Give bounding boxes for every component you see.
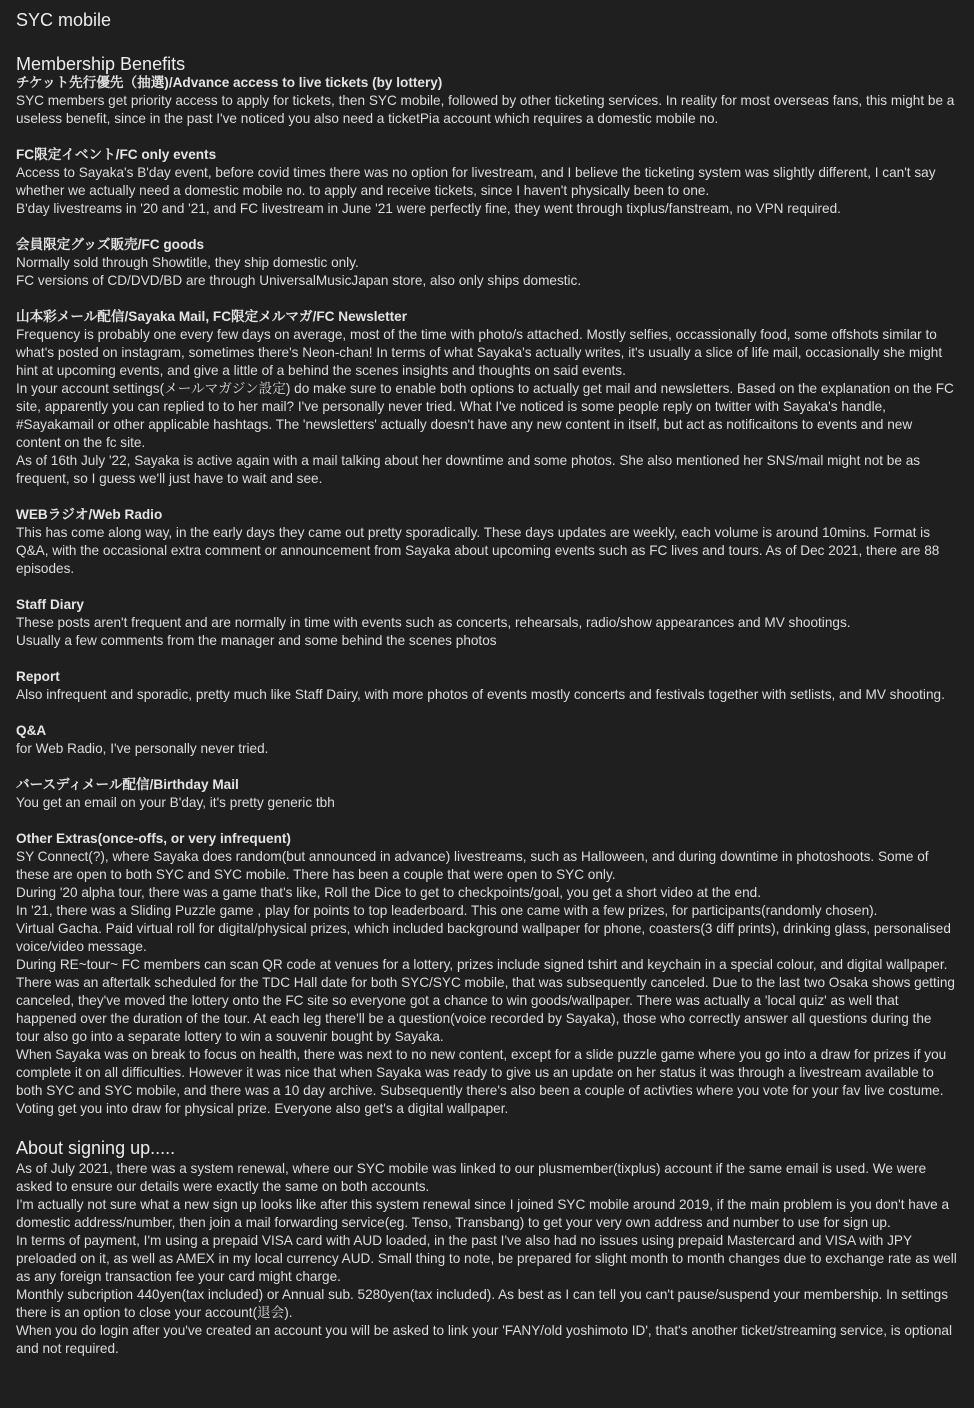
benefit-paragraph: When Sayaka was on break to focus on health, there was next to no new content, except for a slide puzzle game where you go into a draw for prizes if you complete it on all difficulties. However it was nice that when Sayaka was ready to give us an update on her status it was through a livestream available to both SYC and SYC mobile, and there was a 10 day archive. Subsequently there's also been a couple of activties where you vote for your fav live costume. Voting get you into draw for physical prize. Everyone also get's a digital wallpaper. — [16, 1047, 947, 1116]
benefit-report — [16, 668, 958, 704]
membership-sections — [16, 74, 958, 1118]
benefit-heading: WEBラジオ/Web Radio — [16, 507, 163, 522]
benefit-heading: チケット先行優先（抽選)/Advance access to live tickets (by lottery) — [16, 75, 443, 90]
benefit-paragraph: Also infrequent and sporadic, pretty much like Staff Dairy, with more photos of events mostly concerts and festivals together with setlists, and MV shooting. — [16, 687, 945, 702]
benefit-heading: Report — [16, 669, 60, 684]
benefit-heading: バースディメール配信/Birthday Mail — [16, 777, 239, 792]
benefit-paragraph: During RE~tour~ FC members can scan QR code at venues for a lottery, prizes include signed tshirt and keychain in a special colour, and digital wallpaper. There was an aftertalk scheduled for the TDC Hall date for both SYC/SYC mobile, that was subsequently canceled. Due to the last two Osaka shows getting canceled, they've moved the lottery onto the FC site so everyone got a chance to win goods/wallpaper. There was actually a 'local quiz' as well that happened over the duration of the tour. At each leg there'll be a question(voice recorded by Sayaka), those who correctly answer all questions during the tour also go into a separate lottery to win a souvenir bought by Sayaka. — [16, 957, 955, 1044]
membership-benefits-heading: Membership Benefits — [16, 54, 186, 74]
benefit-paragraph: During '20 alpha tour, there was a game that's like, Roll the Dice to get to checkpoints/goal, you get a short video at the end. — [16, 885, 761, 900]
benefit-paragraph: As of 16th July '22, Sayaka is active again with a mail talking about her downtime and some photos. She also mentioned her SNS/mail might not be as frequent, so I guess we'll just have to wait and see. — [16, 453, 921, 486]
about-paragraph: When you do login after you've created an account you will be asked to link your 'FANY/old yoshimoto ID', that's another ticket/streaming service, is optional and not required. — [16, 1323, 952, 1356]
about-paragraph: As of July 2021, there was a system renewal, where our SYC mobile was linked to our plusmember(tixplus) account if the same email is used. We were asked to ensure our details were exactly the same on both accounts. — [16, 1161, 927, 1194]
about-paragraph: I'm actually not sure what a new sign up looks like after this system renewal since I joined SYC mobile around 2019, if the main problem is you don't have a domestic address/number, then join a mail forwarding service(eg. Tenso, Transbang) to get your very own address and number to use for sign up. — [16, 1197, 950, 1230]
benefit-qa — [16, 722, 958, 758]
benefit-paragraph: SYC members get priority access to apply for tickets, then SYC mobile, followed by other ticketing services. In reality for most overseas fans, this might be a useless benefit, since in the past I've noticed you also need a ticketPia account which requires a domestic mobile no. — [16, 93, 955, 126]
benefit-paragraph: for Web Radio, I've personally never tried. — [16, 741, 269, 756]
benefit-other-extras — [16, 830, 958, 1118]
benefit-heading: Other Extras(once-offs, or very infrequent) — [16, 831, 291, 846]
benefit-paragraph: You get an email on your B'day, it's pretty generic tbh — [16, 795, 335, 810]
benefit-sayaka-mail — [16, 308, 958, 488]
about-paragraph: Monthly subcription 440yen(tax included) or Annual sub. 5280yen(tax included). As best as I can tell you can't pause/suspend your membership. In settings there is an option to close your account(退会). — [16, 1287, 949, 1320]
document-title: SYC mobile — [16, 10, 112, 30]
benefit-birthday-mail — [16, 776, 958, 812]
benefit-heading: Q&A — [16, 723, 47, 738]
benefit-heading: 会員限定グッズ販売/FC goods — [16, 237, 205, 252]
benefit-paragraph: Access to Sayaka's B'day event, before covid times there was no option for livestream, and I believe the ticketing system was slightly different, I can't say whether we actually need a domestic mobile no. to apply and receive tickets, since I haven't physically been to one. — [16, 165, 936, 198]
benefit-paragraph: B'day livestreams in '20 and '21, and FC livestream in June '21 were perfectly fine, they went through tixplus/fanstream, no VPN required. — [16, 201, 841, 216]
benefit-web-radio — [16, 506, 958, 578]
benefit-paragraph: SY Connect(?), where Sayaka does random(but announced in advance) livestreams, such as Halloween, and during downtime in photoshoots. Some of these are open to both SYC and SYC mobile. There has been a couple that were open to SYC only. — [16, 849, 929, 882]
benefit-paragraph: Usually a few comments from the manager and some behind the scenes photos — [16, 633, 497, 648]
benefit-heading: FC限定イベント/FC only events — [16, 147, 217, 162]
benefit-staff-diary — [16, 596, 958, 650]
about-paragraph: In terms of payment, I'm using a prepaid VISA card with AUD loaded, in the past I've also had no issues using prepaid Mastercard and VISA with JPY preloaded on it, as well as AMEX in my local currency AUD. Small thing to note, be prepared for slight month to month changes due to exchange rate as well as any foreign transaction fee your card might charge. — [16, 1233, 957, 1284]
about-signing-up-heading: About signing up..... — [16, 1138, 176, 1158]
benefit-paragraph: In your account settings(メールマガジン設定) do make sure to enable both options to actually get mail and newsletters. Based on the explanation on the FC site, apparently you can replied to to her mail? I've personally never tried. What I've noticed is some people reply on twitter with Sayaka's handle, #Sayakamail or other applicable hashtags. The 'newsletters' actually doesn't have any new content in itself, but act as notificaitons to events and new content on the fc site. — [16, 381, 954, 450]
benefit-paragraph: FC versions of CD/DVD/BD are through UniversalMusicJapan store, also only ships domestic. — [16, 273, 582, 288]
benefit-paragraph: These posts aren't frequent and are normally in time with events such as concerts, rehearsals, radio/show appearances and MV shootings. — [16, 615, 851, 630]
benefit-heading: Staff Diary — [16, 597, 84, 612]
benefit-fc-events — [16, 146, 958, 218]
about-signing-up-section — [16, 1138, 958, 1358]
benefit-advance-tickets — [16, 74, 958, 128]
benefit-paragraph: Frequency is probably one every few days on average, most of the time with photo/s attached. Mostly selfies, occassionally food, some offshots similar to what's posted on instagram, sometimes there's Neon-chan! In terms of what Sayaka's actually writes, it's usually a slice of life mail, occasionally she might hint at upcoming events, and give a little of a behind the scenes insights and thoughts on said events. — [16, 327, 943, 378]
benefit-heading: 山本彩メール配信/Sayaka Mail, FC限定メルマガ/FC Newsletter — [16, 309, 407, 324]
benefit-paragraph: Normally sold through Showtitle, they ship domestic only. — [16, 255, 359, 270]
benefit-fc-goods — [16, 236, 958, 290]
benefit-paragraph: Virtual Gacha. Paid virtual roll for digital/physical prizes, which included background wallpaper for phone, coasters(3 diff prints), drinking glass, personalised voice/video message. — [16, 921, 951, 954]
benefit-paragraph: In '21, there was a Sliding Puzzle game , play for points to top leaderboard. This one came with a few prizes, for participants(randomly chosen). — [16, 903, 878, 918]
benefit-paragraph: This has come along way, in the early days they came out pretty sporadically. These days updates are weekly, each volume is around 10mins. Format is Q&A, with the occasional extra comment or announcement from Sayaka about upcoming events such as FC lives and tours. As of Dec 2021, there are 88 episodes. — [16, 525, 940, 576]
